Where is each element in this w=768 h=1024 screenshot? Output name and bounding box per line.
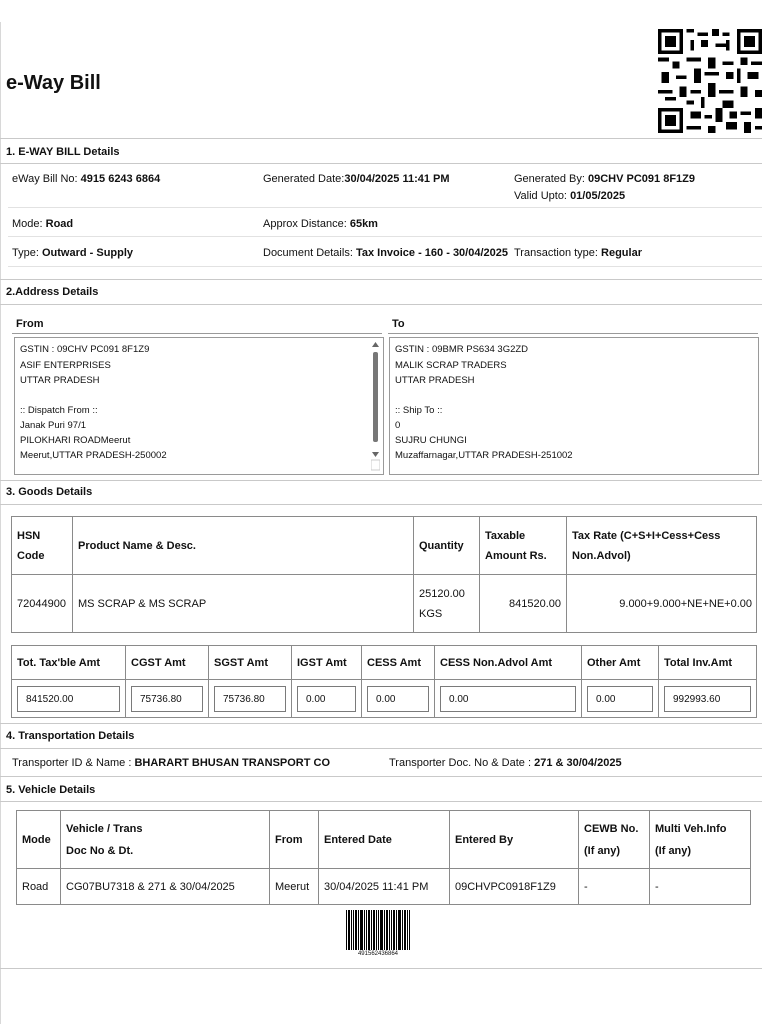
section-address-heading: 2.Address Details [6, 286, 99, 298]
vehicle-number: CG07BU7318 & 271 & 30/04/2025 [61, 869, 270, 905]
generated-by: Generated By: 09CHV PC091 8F1Z9 [514, 173, 695, 185]
hsn-code: 72044900 [12, 575, 73, 633]
col-igst: IGST Amt [292, 646, 362, 680]
divider [0, 748, 762, 749]
from-line: UTTAR PRADESH [20, 375, 100, 386]
col-other: Other Amt [582, 646, 659, 680]
scrollbar[interactable] [371, 341, 380, 471]
cell [362, 680, 435, 718]
to-line: MALIK SCRAP TRADERS [395, 360, 507, 371]
to-line: 0 [395, 420, 401, 431]
col-vehicle: Vehicle / Trans Doc No & Dt. [61, 811, 270, 869]
col-taxable: Taxable Amount Rs. [480, 517, 567, 575]
vehicle-entered-date: 30/04/2025 11:41 PM [319, 869, 450, 905]
goods-header-row [12, 517, 757, 575]
other-field: 0.00 [587, 686, 653, 712]
barcode-icon [346, 910, 410, 950]
page-title: e-Way Bill [6, 72, 101, 94]
divider [0, 776, 762, 777]
mode: Mode: Road [12, 218, 74, 230]
cell [126, 680, 209, 718]
col-sgst: SGST Amt [209, 646, 292, 680]
to-line: SUJRU CHUNGI [395, 435, 467, 446]
cell [435, 680, 582, 718]
document-details: Document Details: Tax Invoice - 160 - 30/04/2025 [263, 247, 508, 259]
cess-field: 0.00 [367, 686, 429, 712]
transaction-type: Transaction type: Regular [514, 247, 642, 259]
to-line: :: Ship To :: [395, 405, 443, 416]
divider [0, 163, 762, 164]
col-multi-veh: Multi Veh.Info (If any) [650, 811, 751, 869]
col-cess: CESS Amt [362, 646, 435, 680]
from-line: Janak Puri 97/1 [20, 420, 87, 431]
product-name: MS SCRAP & MS SCRAP [73, 575, 414, 633]
sgst-field: 75736.80 [214, 686, 286, 712]
divider [8, 207, 762, 208]
section-ewb-heading: 1. E-WAY BILL Details [6, 146, 120, 158]
divider [0, 504, 762, 505]
generated-date: Generated Date:30/04/2025 11:41 PM [263, 173, 450, 185]
from-line: GSTIN : 09CHV PC091 8F1Z9 [20, 344, 150, 355]
cell [292, 680, 362, 718]
divider [8, 266, 762, 267]
to-address-box[interactable] [389, 337, 759, 475]
from-line: Meerut,UTTAR PRADESH-250002 [20, 450, 167, 461]
totals-table [11, 645, 757, 718]
cell [209, 680, 292, 718]
divider [0, 138, 762, 139]
col-cewb: CEWB No. (If any) [579, 811, 650, 869]
total-invoice-field: 992993.60 [664, 686, 751, 712]
section-goods-heading: 3. Goods Details [6, 486, 93, 498]
totals-header-row [12, 646, 757, 680]
cess-nonadvol-field: 0.00 [440, 686, 576, 712]
to-line: Muzaffarnagar,UTTAR PRADESH-251002 [395, 450, 573, 461]
vehicle-entered-by: 09CHVPC0918F1Z9 [450, 869, 579, 905]
transporter-doc: Transporter Doc. No & Date : 271 & 30/04/2025 [389, 757, 622, 769]
from-line: :: Dispatch From :: [20, 405, 98, 416]
goods-table [11, 516, 757, 633]
section-transport-heading: 4. Transportation Details [6, 730, 135, 742]
vehicle-cewb: - [579, 869, 650, 905]
to-line: GSTIN : 09BMR PS634 3G2ZD [395, 344, 529, 355]
quantity: 25120.00 KGS [414, 575, 480, 633]
col-cess-nonadvol: CESS Non.Advol Amt [435, 646, 582, 680]
col-total-taxable: Tot. Tax'ble Amt [12, 646, 126, 680]
divider [0, 304, 762, 305]
vehicle-multi: - [650, 869, 751, 905]
divider [0, 723, 762, 724]
divider [0, 968, 762, 969]
vehicle-table [16, 810, 751, 905]
table-row [17, 869, 751, 905]
col-entered-by: Entered By [450, 811, 579, 869]
approx-distance: Approx Distance: 65km [263, 218, 378, 230]
cell [659, 680, 757, 718]
left-border [0, 22, 1, 1024]
col-tax-rate: Tax Rate (C+S+I+Cess+Cess Non.Advol) [567, 517, 757, 575]
col-product: Product Name & Desc. [73, 517, 414, 575]
total-taxable-field: 841520.00 [17, 686, 120, 712]
vehicle-from: Meerut [270, 869, 319, 905]
qr-code-icon [658, 28, 762, 134]
ewb-number: eWay Bill No: 4915 6243 6864 [12, 173, 161, 185]
col-mode: Mode [17, 811, 61, 869]
vehicle-header-row [17, 811, 751, 869]
vehicle-mode: Road [17, 869, 61, 905]
transporter-id: Transporter ID & Name : BHARART BHUSAN TRANSPORT CO [12, 757, 331, 769]
divider [8, 236, 762, 237]
divider [0, 279, 762, 280]
table-row [12, 575, 757, 633]
table-row [12, 680, 757, 718]
from-label: From [16, 318, 44, 330]
col-entered-date: Entered Date [319, 811, 450, 869]
igst-field: 0.00 [297, 686, 356, 712]
divider [0, 801, 762, 802]
section-vehicle-heading: 5. Vehicle Details [6, 784, 96, 796]
barcode-number: 491562436864 [357, 951, 399, 957]
col-from: From [270, 811, 319, 869]
from-address-box[interactable] [14, 337, 384, 475]
divider [12, 333, 382, 334]
divider [0, 480, 762, 481]
divider [388, 333, 758, 334]
cell [12, 680, 126, 718]
col-cgst: CGST Amt [126, 646, 209, 680]
from-line: ASIF ENTERPRISES [20, 360, 111, 371]
supply-type: Type: Outward - Supply [12, 247, 134, 259]
cgst-field: 75736.80 [131, 686, 203, 712]
col-total-invoice: Total Inv.Amt [659, 646, 757, 680]
to-line: UTTAR PRADESH [395, 375, 475, 386]
col-hsn: HSN Code [12, 517, 73, 575]
tax-rate: 9.000+9.000+NE+NE+0.00 [567, 575, 757, 633]
to-label: To [392, 318, 405, 330]
from-line: PILOKHARI ROADMeerut [20, 435, 131, 446]
col-quantity: Quantity [414, 517, 480, 575]
cell [582, 680, 659, 718]
taxable-amount: 841520.00 [480, 575, 567, 633]
valid-upto: Valid Upto: 01/05/2025 [514, 190, 626, 202]
